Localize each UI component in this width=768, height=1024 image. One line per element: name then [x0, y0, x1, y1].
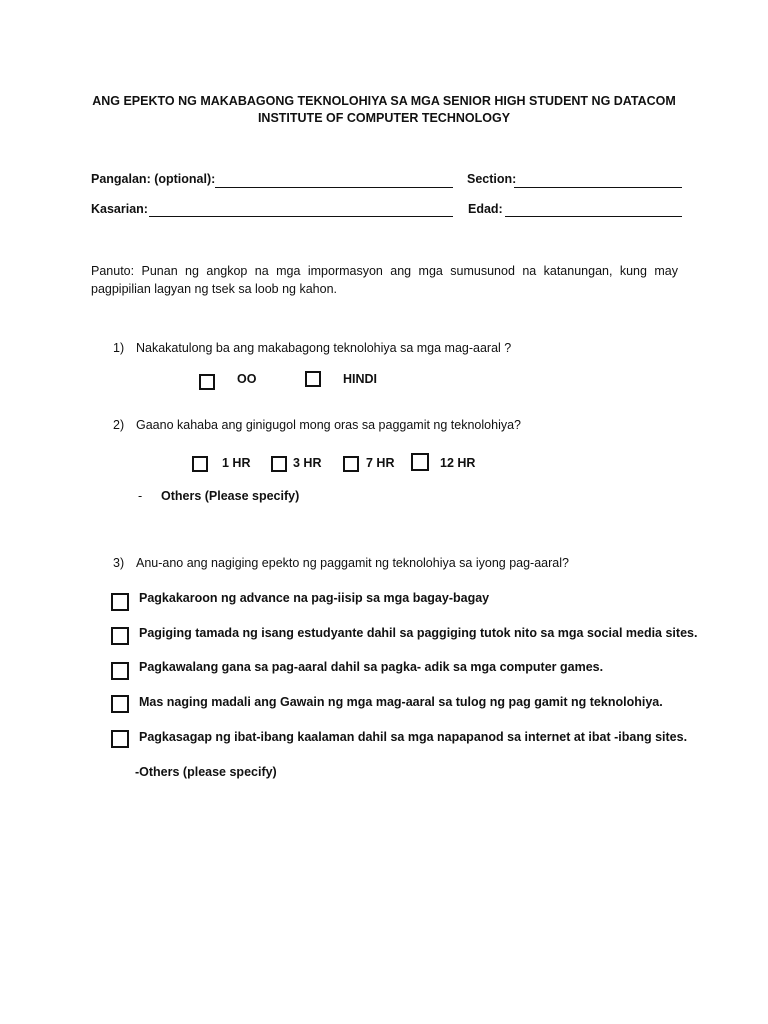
q3-option-3: Pagkawalang gana sa pag-aaral dahil sa pagka- adik sa mga computer games. — [139, 660, 604, 674]
q2-others-dash: - — [138, 489, 143, 503]
q1-checkbox-oo[interactable] — [199, 374, 215, 390]
section-label: Section: — [467, 172, 517, 186]
q2-checkbox-3hr[interactable] — [271, 456, 287, 472]
q3-checkbox-3[interactable] — [111, 662, 129, 680]
q3-option-4: Mas naging madali ang Gawain ng mga mag-aaral sa tulog ng pag gamit ng teknolohiya. — [139, 695, 663, 709]
q2-option-7hr: 7 HR — [366, 456, 395, 470]
q2-option-1hr: 1 HR — [222, 456, 251, 470]
q3-number: 3) — [113, 556, 125, 570]
q3-option-2: Pagiging tamada ng isang estudyante dahil sa paggiging tutok nito sa mga social media sites. — [139, 626, 698, 640]
q3-option-1: Pagkakaroon ng advance na pag-iisip sa mga bagay-bagay — [139, 591, 490, 605]
gender-label: Kasarian: — [91, 202, 148, 216]
q3-text: Anu-ano ang nagiging epekto ng paggamit ng teknolohiya sa iyong pag-aaral? — [136, 556, 569, 570]
q1-text: Nakakatulong ba ang makabagong teknolohiya sa mga mag-aaral ? — [136, 341, 512, 355]
q1-number: 1) — [113, 341, 125, 355]
q1-option-oo: OO — [237, 372, 257, 386]
document-title — [60, 93, 708, 127]
q2-checkbox-1hr[interactable] — [192, 456, 208, 472]
q2-checkbox-7hr[interactable] — [343, 456, 359, 472]
name-label: Pangalan: (optional): — [91, 172, 216, 186]
q2-number: 2) — [113, 418, 125, 432]
title-line-2: INSTITUTE OF COMPUTER TECHNOLOGY — [257, 111, 511, 125]
section-field[interactable] — [514, 187, 682, 188]
q2-text: Gaano kahaba ang ginigugol mong oras sa paggamit ng teknolohiya? — [136, 418, 521, 432]
q1-option-hindi: HINDI — [343, 372, 378, 386]
q3-option-5: Pagkasagap ng ibat-ibang kaalaman dahil sa mga napapanod sa internet at ibat -ibang sites. — [139, 730, 688, 744]
title-line-1: ANG EPEKTO NG MAKABAGONG TEKNOLOHIYA SA MGA SENIOR HIGH STUDENT NG DATACOM — [92, 94, 676, 108]
q3-checkbox-4[interactable] — [111, 695, 129, 713]
gender-field[interactable] — [149, 216, 453, 217]
age-field[interactable] — [505, 216, 682, 217]
q1-checkbox-hindi[interactable] — [305, 371, 321, 387]
q2-option-12hr: 12 HR — [440, 456, 476, 470]
q3-checkbox-1[interactable] — [111, 593, 129, 611]
q2-others: Others (Please specify) — [161, 489, 300, 503]
instructions: Panuto: Punan ng angkop na mga impormasyon ang mga sumusunod na katanungan, kung may pagpipilian lagyan ng tsek sa loob ng kahon. — [91, 264, 678, 296]
q3-others: -Others (please specify) — [135, 765, 277, 779]
q3-checkbox-2[interactable] — [111, 627, 129, 645]
q2-option-3hr: 3 HR — [293, 456, 322, 470]
q3-checkbox-5[interactable] — [111, 730, 129, 748]
q2-checkbox-12hr[interactable] — [411, 453, 429, 471]
age-label: Edad: — [468, 202, 503, 216]
name-field[interactable] — [215, 187, 453, 188]
